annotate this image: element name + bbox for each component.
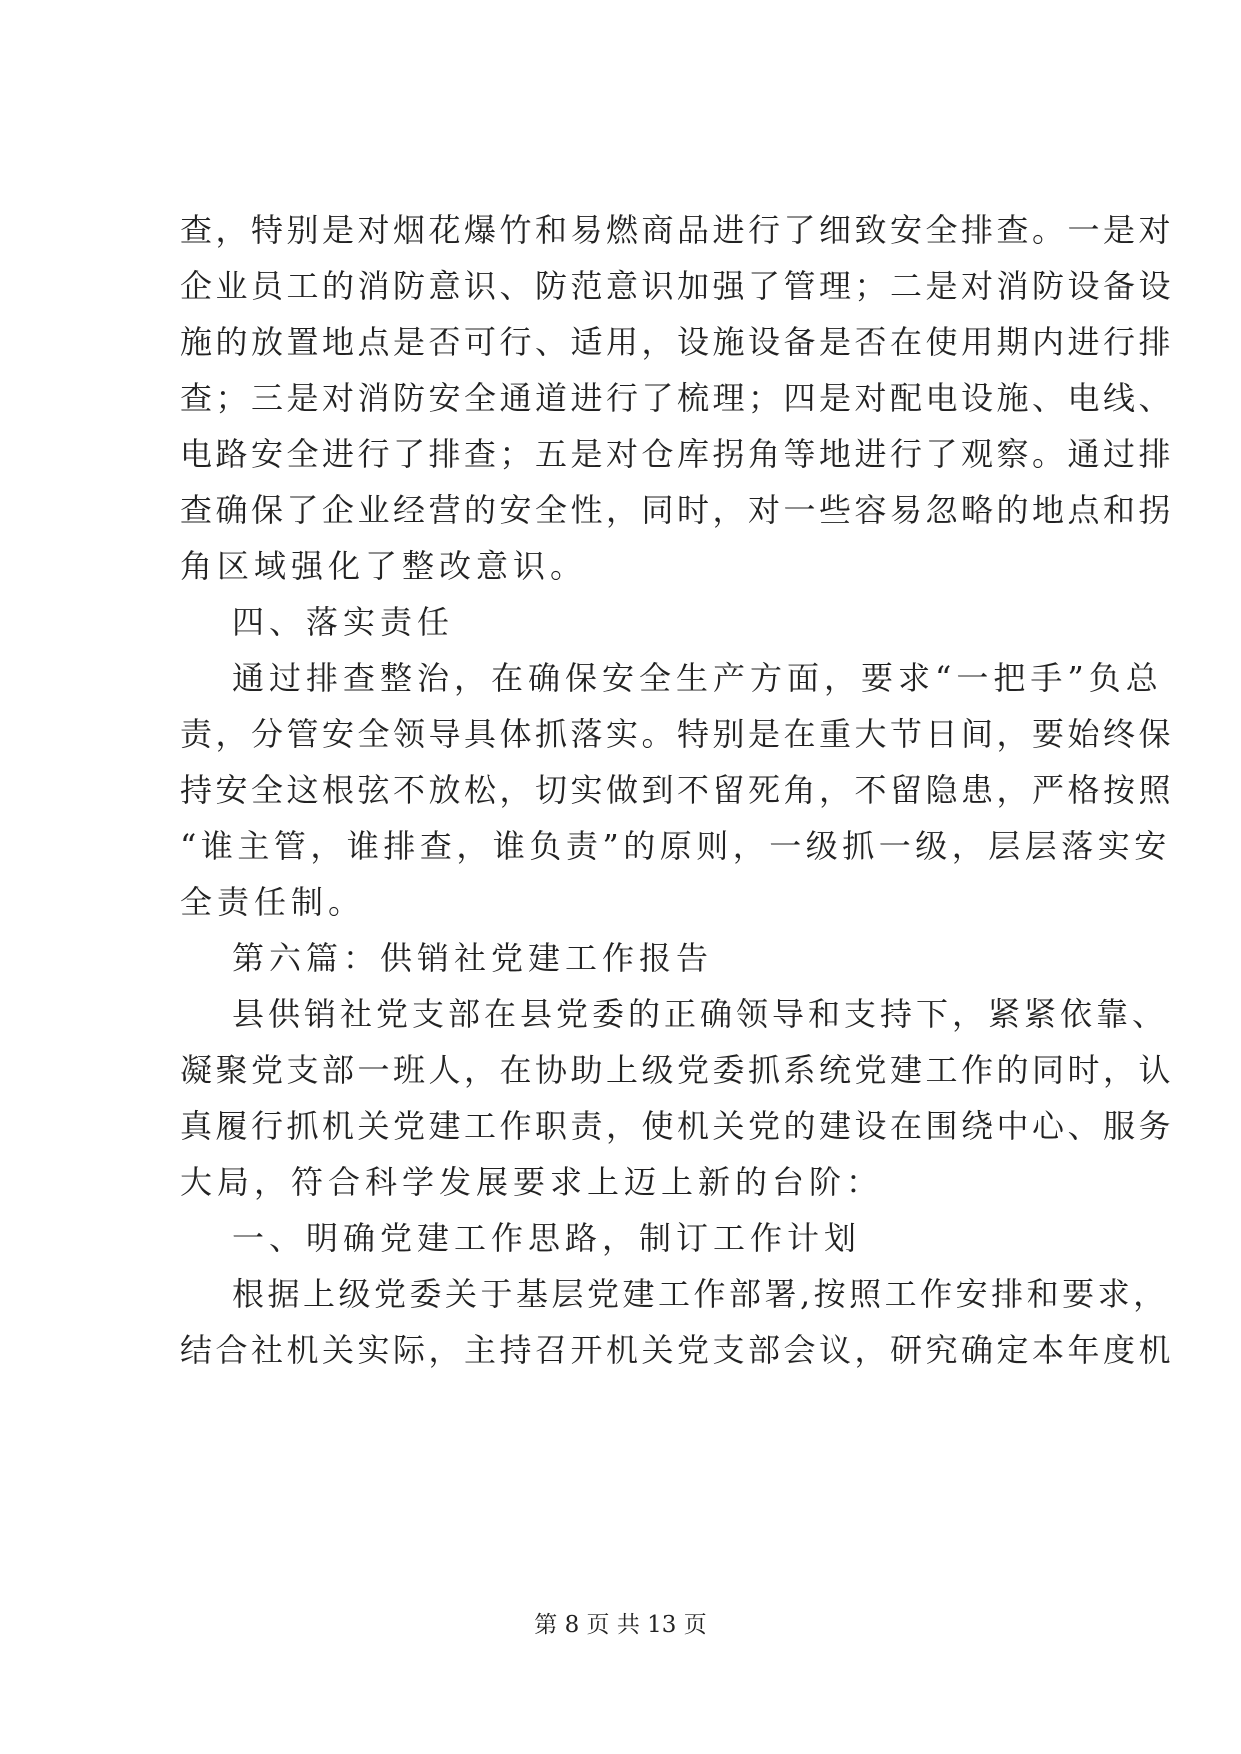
section-heading: 四、落实责任 (232, 603, 455, 641)
body-text-line: 企业员工的消防意识、防范意识加强了管理；二是对消防设备设 (180, 267, 1175, 305)
body-text-line: 角区域强化了整改意识。 (180, 547, 588, 585)
body-text-line: “谁主管，谁排查，谁负责”的原则，一级抓一级，层层落实安 (180, 827, 1171, 865)
body-text-line: 责，分管安全领导具体抓落实。特别是在重大节日间，要始终保 (180, 715, 1175, 753)
body-text-line: 查；三是对消防安全通道进行了梳理；四是对配电设施、电线、 (180, 379, 1175, 417)
body-text-line: 查，特别是对烟花爆竹和易燃商品进行了细致安全排查。一是对 (180, 211, 1175, 249)
page-footer: 第 8 页 共 13 页 (534, 1612, 707, 1638)
body-text-line: 持安全这根弦不放松，切实做到不留死角，不留隐患，严格按照 (180, 771, 1175, 809)
body-text-line: 根据上级党委关于基层党建工作部署,按照工作安排和要求， (232, 1275, 1169, 1313)
body-text-line: 结合社机关实际，主持召开机关党支部会议，研究确定本年度机 (180, 1331, 1175, 1369)
body-text-line: 查确保了企业经营的安全性，同时，对一些容易忽略的地点和拐 (180, 491, 1175, 529)
section-heading: 一、明确党建工作思路，制订工作计划 (232, 1219, 862, 1257)
body-text-line: 大局，符合科学发展要求上迈上新的台阶： (180, 1163, 884, 1201)
body-text-line: 真履行抓机关党建工作职责，使机关党的建设在围绕中心、服务 (180, 1107, 1175, 1145)
chapter-heading: 第六篇：供销社党建工作报告 (232, 939, 714, 977)
body-text-line: 全责任制。 (180, 883, 366, 921)
body-text-line: 县供销社党支部在县党委的正确领导和支持下，紧紧依靠、 (232, 995, 1169, 1033)
body-text-line: 电路安全进行了排查；五是对仓库拐角等地进行了观察。通过排 (180, 435, 1175, 473)
body-text-line: 凝聚党支部一班人，在协助上级党委抓系统党建工作的同时，认 (180, 1051, 1175, 1089)
body-text-line: 通过排查整治，在确保安全生产方面，要求“一把手”负总 (232, 659, 1163, 697)
body-text-line: 施的放置地点是否可行、适用，设施设备是否在使用期内进行排 (180, 323, 1175, 361)
